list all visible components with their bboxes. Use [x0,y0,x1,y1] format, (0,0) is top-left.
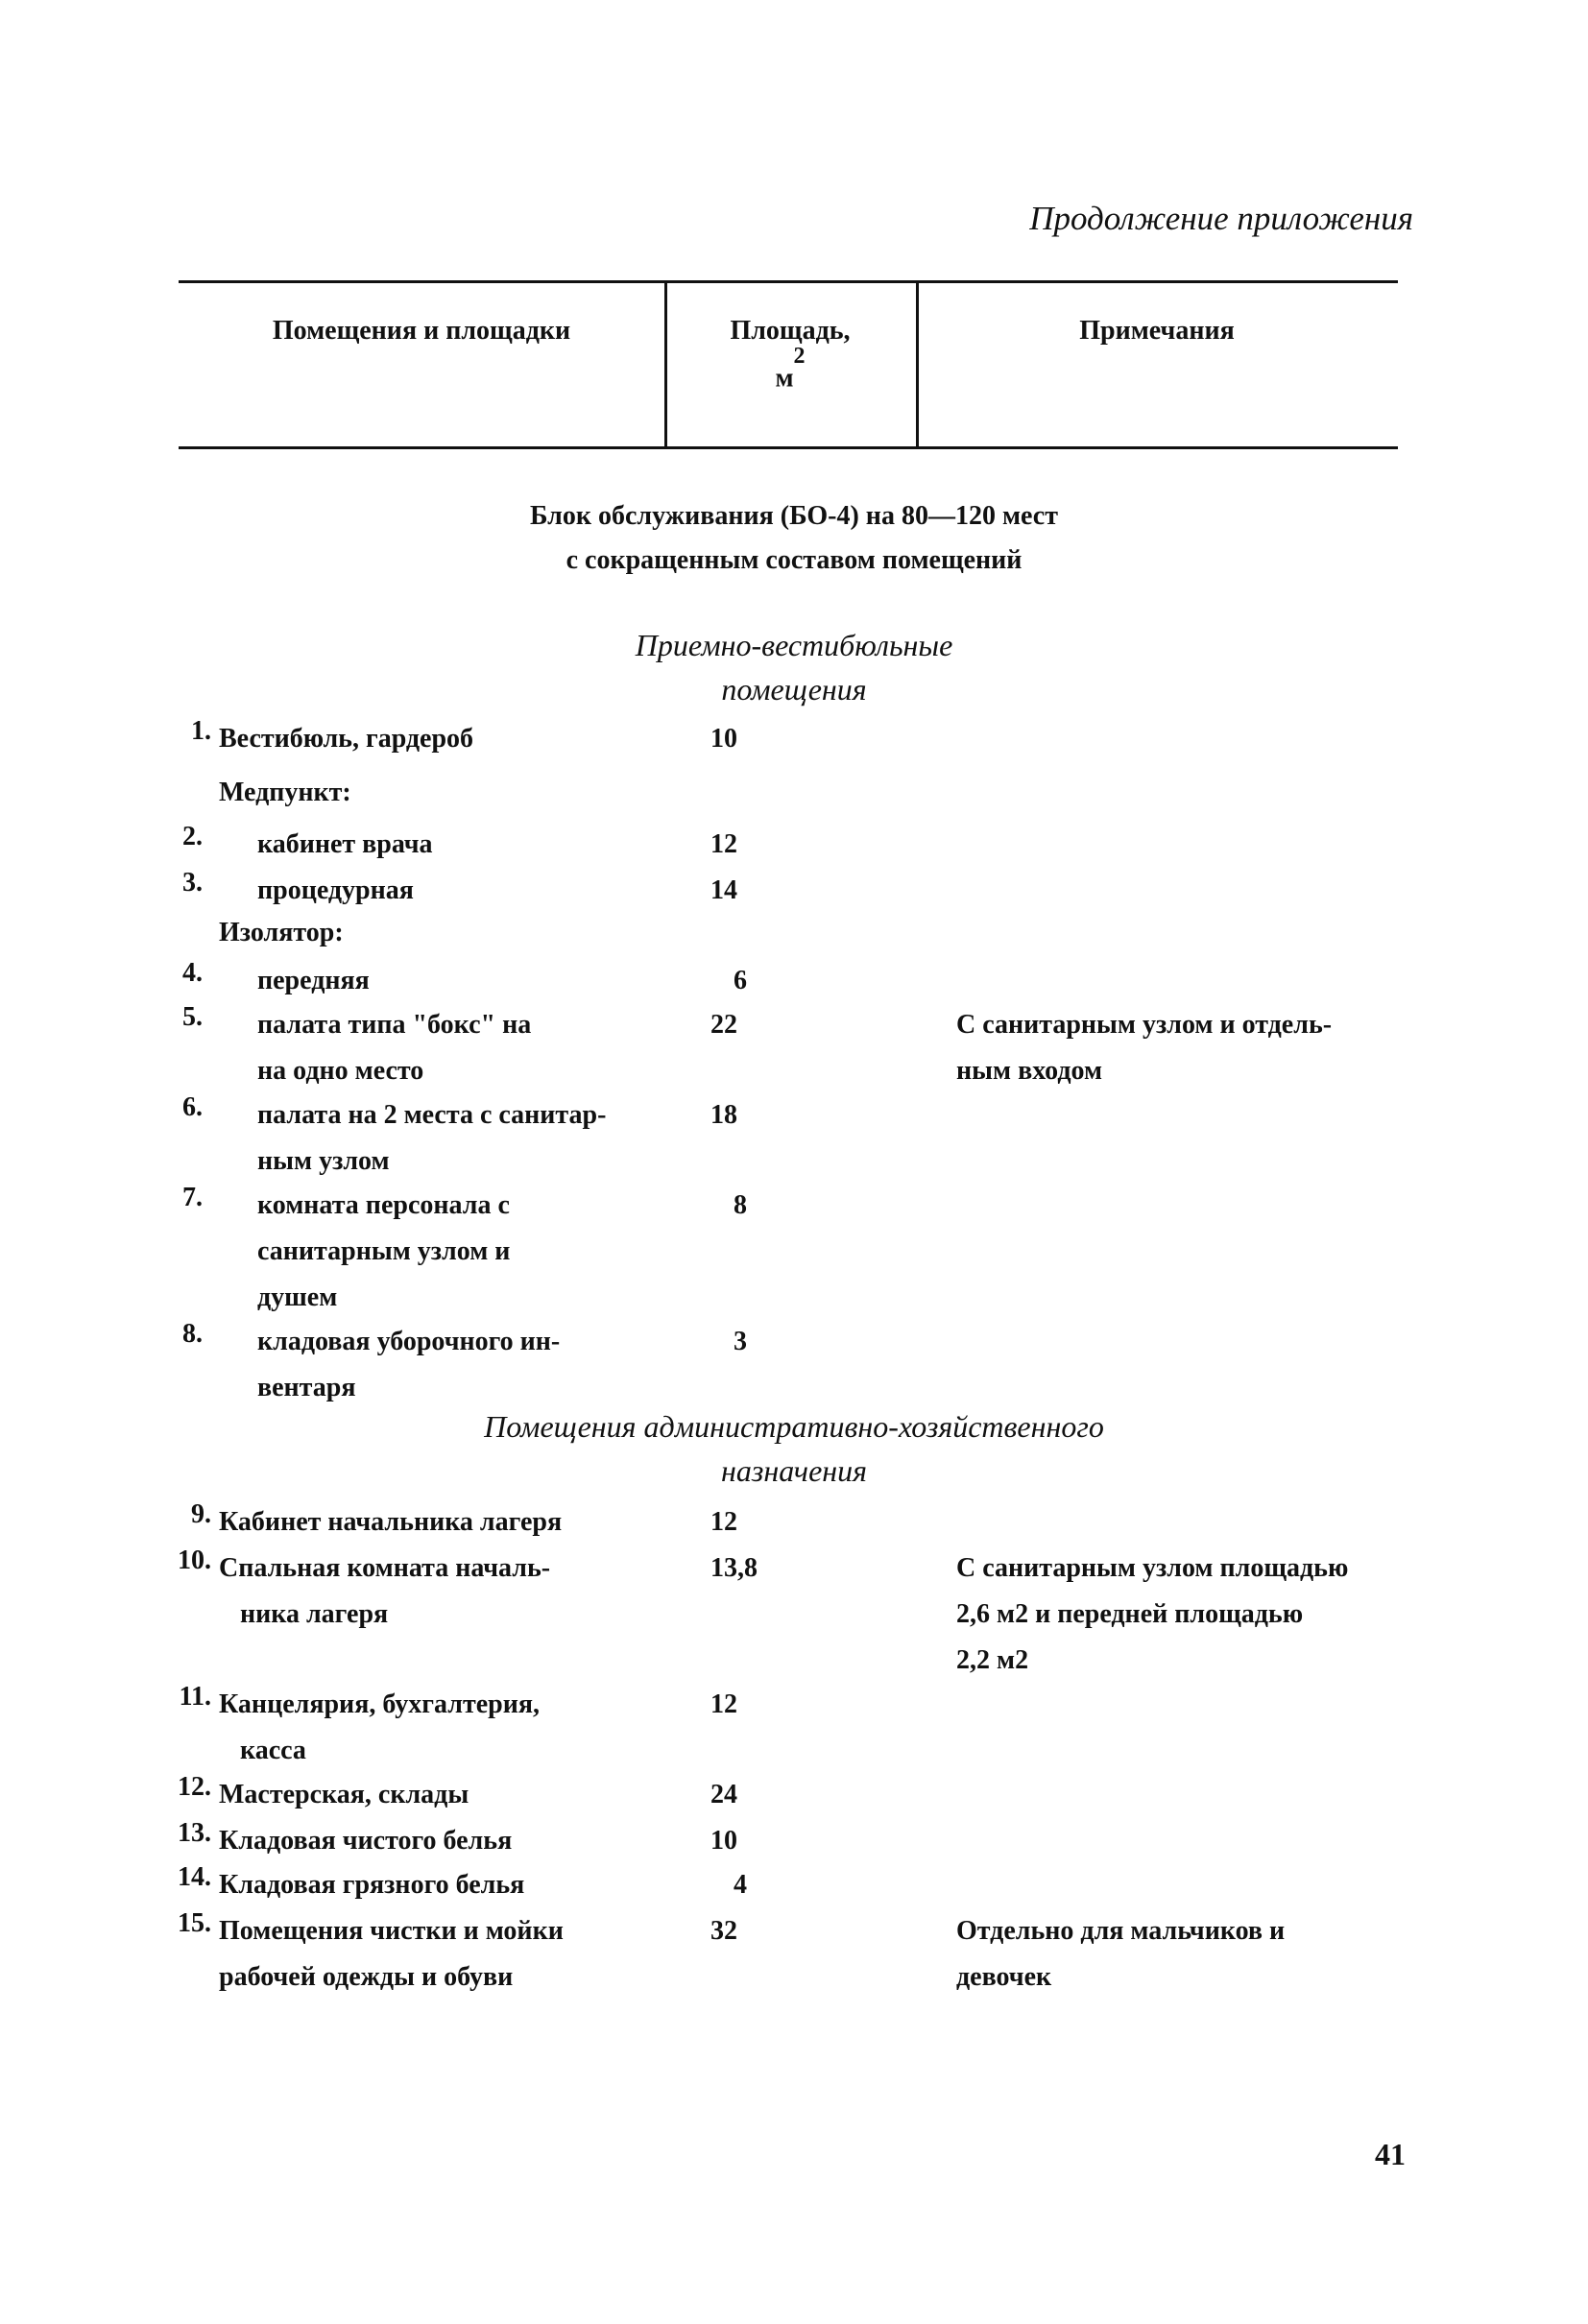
subhead-medpunkt: Медпункт: [219,778,351,807]
row-area: 24 [710,1780,737,1809]
row-title: комната персонала с санитарным узлом и душем [257,1190,511,1312]
continuation-title: Продолжение приложения [1029,200,1413,237]
row-area: 6 [734,966,747,995]
header-rooms: Помещения и площадки [272,316,571,346]
row-title: Кабинет начальника лагеря [219,1507,563,1537]
row-number: 8. [182,1319,203,1349]
row-note: Отдельно для мальчиков и девочек [956,1916,1286,1992]
header-notes: Примечания [1079,316,1235,346]
row-title: Вестибюль, гардероб [219,724,474,754]
section-title-1-line1: Приемно-вестибюльные [635,628,953,662]
row-note: С санитарным узлом площадью 2,6 м2 и передней площадью 2,2 м2 [956,1553,1349,1675]
row-number: 14. [178,1862,211,1892]
row-area: 12 [710,1689,737,1719]
row-title: Мастерская, склады [219,1780,469,1809]
row-number: 3. [182,868,203,898]
row-number: 13. [178,1818,211,1848]
page-number: 41 [1375,2137,1406,2171]
row-number: 7. [182,1183,203,1212]
row-title: кабинет врача [257,829,433,859]
section-title-2-line1: Помещения административно-хозяйственного [484,1409,1104,1444]
row-number: 2. [182,822,203,851]
header-divider [916,283,919,446]
section-title-2-line2: назначения [720,1453,868,1488]
row-number: 5. [182,1002,203,1032]
header-area [664,316,916,392]
row-title: Спальная комната началь- ника лагеря [219,1553,551,1629]
row-title: Кладовая чистого белья [219,1826,513,1856]
block-title-line1: Блок обслуживания (БО-4) на 80—120 мест [530,501,1058,531]
row-title: передняя [257,966,370,995]
table-header [179,280,1398,449]
row-number: 4. [182,958,203,988]
row-area: 22 [710,1010,737,1040]
row-title: Канцелярия, бухгалтерия, касса [219,1689,540,1765]
row-area: 4 [734,1870,747,1900]
subhead-izolyator: Изолятор: [219,918,344,947]
row-area: 13,8 [710,1553,758,1583]
row-title: кладовая уборочного ин- вентаря [257,1327,561,1402]
row-area: 3 [734,1327,747,1356]
row-title: Кладовая грязного белья [219,1870,525,1900]
row-area: 18 [710,1100,737,1130]
row-area: 8 [734,1190,747,1220]
row-number: 9. [191,1499,211,1529]
row-title: палата типа "бокс" на на одно место [257,1010,532,1086]
block-title-line2: с сокращенным составом помещений [565,545,1023,575]
row-number: 10. [178,1545,211,1575]
row-number: 6. [182,1092,203,1122]
row-area: 10 [710,1826,737,1856]
row-number: 11. [179,1682,211,1712]
row-title: палата на 2 места с санитар- ным узлом [257,1100,607,1176]
row-area: 10 [710,724,737,754]
header-area-unit: $м^2$ [775,344,806,394]
row-area: 12 [710,1507,737,1537]
row-area: 32 [710,1916,737,1946]
row-number: 12. [178,1772,211,1802]
row-area: 14 [710,875,737,905]
row-note: С санитарным узлом и отдель- ным входом [956,1010,1333,1086]
row-title: Помещения чистки и мойки рабочей одежды и обуви [219,1916,564,1992]
row-number: 15. [178,1908,211,1938]
header-area-label: Площадь, [730,316,851,346]
row-area: 12 [710,829,737,859]
row-title: процедурная [257,875,414,905]
section-title-1-line2: помещения [721,672,867,707]
row-number: 1. [191,716,211,746]
